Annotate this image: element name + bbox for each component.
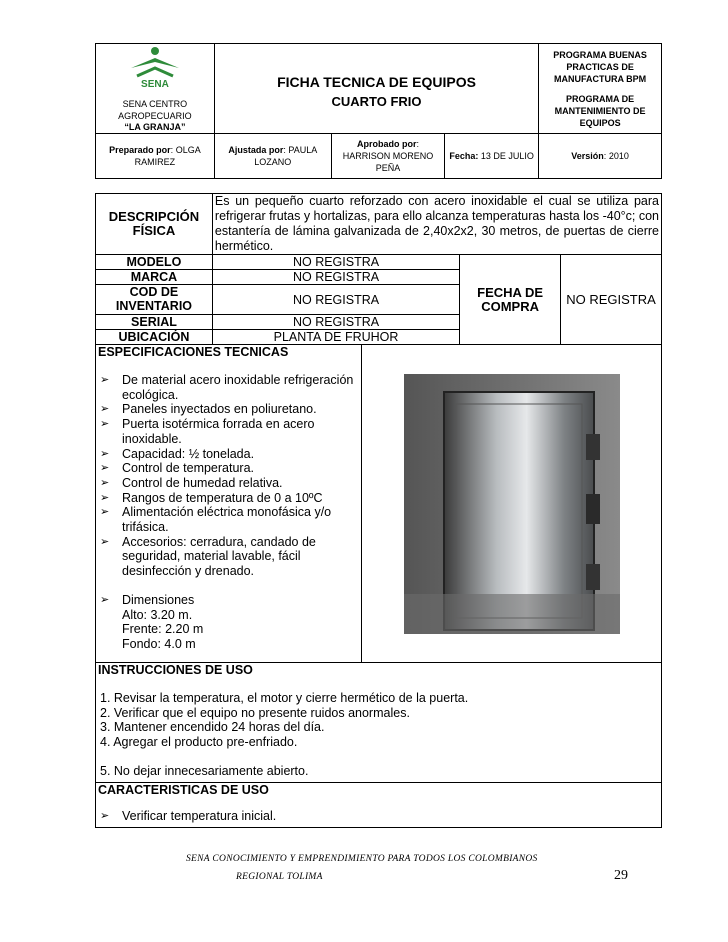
characteristics-title: CARACTERISTICAS DE USO	[98, 783, 269, 797]
prepared-cell: Preparado por: OLGA RAMIREZ	[96, 134, 215, 179]
logo-cell	[96, 44, 215, 134]
instructions-list	[96, 691, 661, 779]
list-item: ➢ Accesorios: cerradura, candado de seguridad, material lavable, fácil desinfección y drenado.	[100, 534, 316, 579]
characteristics-cell	[96, 783, 662, 828]
field-label-inventario: COD DE INVENTARIO	[96, 285, 213, 315]
program-maintenance: PROGRAMA DE MANTENIMIENTO DE EQUIPOS	[554, 93, 646, 128]
list-item: 5. No dejar innecesariamente abierto.	[100, 763, 309, 778]
header-table	[95, 43, 662, 179]
list-item: ➢ Puerta isotérmica forrada en acero inoxidable.	[100, 417, 315, 446]
field-value-modelo: NO REGISTRA	[212, 255, 459, 270]
instructions-title: INSTRUCCIONES DE USO	[98, 663, 253, 677]
characteristics-list	[96, 809, 661, 824]
arrow-bullet-icon: ➢	[100, 374, 110, 386]
field-value-serial: NO REGISTRA	[212, 315, 459, 330]
arrow-bullet-icon: ➢	[100, 535, 110, 548]
specs-title: ESPECIFICACIONES TECNICAS	[98, 345, 289, 359]
logo-text: SENA	[141, 78, 169, 90]
arrow-bullet-icon: ➢	[100, 810, 110, 822]
list-item: ➢ Verificar temperatura inicial.	[100, 809, 277, 823]
field-label-marca: MARCA	[96, 270, 213, 285]
arrow-bullet-icon: ➢	[100, 491, 110, 504]
list-item: ➢ Capacidad: ½ tonelada.	[100, 446, 255, 461]
list-item: 2. Verificar que el equipo no presente ruidos anormales.	[100, 705, 410, 720]
list-item: ➢ Control de humedad relativa.	[100, 475, 283, 490]
program-cell	[539, 44, 662, 134]
dimension-line: Frente: 2.20 m	[122, 622, 204, 637]
dimension-line: Fondo: 4.0 m	[122, 636, 196, 651]
footer-region: REGIONAL TOLIMA	[236, 872, 323, 882]
cold-room-door-photo	[404, 374, 620, 634]
purchase-value: NO REGISTRA	[561, 255, 662, 345]
field-value-marca: NO REGISTRA	[212, 270, 459, 285]
adjusted-label: Ajustada por	[228, 145, 284, 155]
date-cell	[445, 134, 539, 179]
approved-value: HARRISON MORENO PEÑA	[342, 151, 434, 173]
arrow-bullet-icon: ➢	[100, 462, 110, 475]
sheet-subtitle: CUARTO FRIO	[331, 94, 422, 109]
center-subname: “LA GRANJA”	[124, 121, 186, 132]
arrow-bullet-icon: ➢	[100, 447, 110, 460]
prepared-label: Preparado por	[109, 145, 171, 155]
field-value-inventario: NO REGISTRA	[212, 285, 459, 315]
field-label-modelo: MODELO	[96, 255, 213, 270]
main-table	[95, 193, 662, 828]
arrow-bullet-icon: ➢	[100, 403, 110, 416]
specs-list	[96, 373, 361, 652]
field-label-serial: SERIAL	[96, 315, 213, 330]
page-number: 29	[614, 868, 628, 883]
arrow-bullet-icon: ➢	[100, 506, 110, 519]
purchase-label: FECHA DE COMPRA	[460, 255, 561, 345]
list-item: ➢ Alimentación eléctrica monofásica y/o trifásica.	[100, 505, 332, 535]
version-value: 2010	[608, 151, 629, 161]
description-text: Es un pequeño cuarto reforzado con acero inoxidable el cual se utiliza para refrigerar frutas y hortalizas, para ello alcanza temperaturas hasta los -40°c; con estantería de lámina galvanizada de 2,40x2x2, 30 metros, de puertas de cierre hermético.	[212, 194, 661, 255]
instructions-cell	[96, 663, 662, 783]
approved-label: Aprobado por	[357, 139, 417, 149]
list-item: 1. Revisar la temperatura, el motor y cierre hermético de la puerta.	[100, 691, 469, 705]
date-label: Fecha:	[449, 151, 479, 161]
adjusted-cell: Ajustada por: PAULA LOZANO	[214, 134, 331, 179]
list-item: ➢ Control de temperatura.	[100, 461, 255, 476]
approved-cell: Aprobado por: HARRISON MORENO PEÑA	[331, 134, 445, 179]
program-bpm: PROGRAMA BUENAS PRACTICAS DE MANUFACTURA BPM	[553, 49, 647, 84]
dimension-line: Alto: 3.20 m.	[122, 607, 193, 622]
arrow-bullet-icon: ➢	[100, 476, 110, 489]
list-item: ➢ Rangos de temperatura de 0 a 10ºC	[100, 490, 323, 505]
adjusted-value: PAULA LOZANO	[254, 145, 318, 167]
list-item: 3. Mantener encendido 24 horas del día.	[100, 720, 325, 735]
arrow-bullet-icon: ➢	[100, 593, 110, 606]
version-label: Versión	[571, 151, 604, 161]
date-value: 13 DE JULIO	[480, 151, 534, 161]
field-value-ubicacion: PLANTA DE FRUHOR	[212, 330, 459, 345]
sheet-title: FICHA TECNICA DE EQUIPOS	[277, 74, 476, 90]
arrow-bullet-icon: ➢	[100, 418, 110, 431]
title-cell	[214, 44, 538, 134]
version-cell: Versión: 2010	[539, 134, 662, 179]
photo-cell	[362, 345, 662, 663]
list-item: ➢ De material acero inoxidable refrigeración ecológica.	[100, 373, 354, 402]
field-label-ubicacion: UBICACIÓN	[96, 330, 213, 345]
list-item: ➢ Dimensiones	[100, 592, 195, 607]
center-name: SENA CENTRO AGROPECUARIO	[118, 98, 192, 121]
list-item: 4. Agregar el producto pre-enfriado.	[100, 735, 298, 750]
description-label: DESCRIPCIÓN FÍSICA	[96, 194, 213, 255]
footer-slogan: SENA CONOCIMIENTO Y EMPRENDIMIENTO PARA TODOS LOS COLOMBIANOS	[186, 854, 538, 864]
list-item: ➢ Paneles inyectados en poliuretano.	[100, 402, 317, 417]
specs-cell	[96, 345, 362, 663]
prepared-value: OLGA RAMIREZ	[134, 145, 201, 167]
